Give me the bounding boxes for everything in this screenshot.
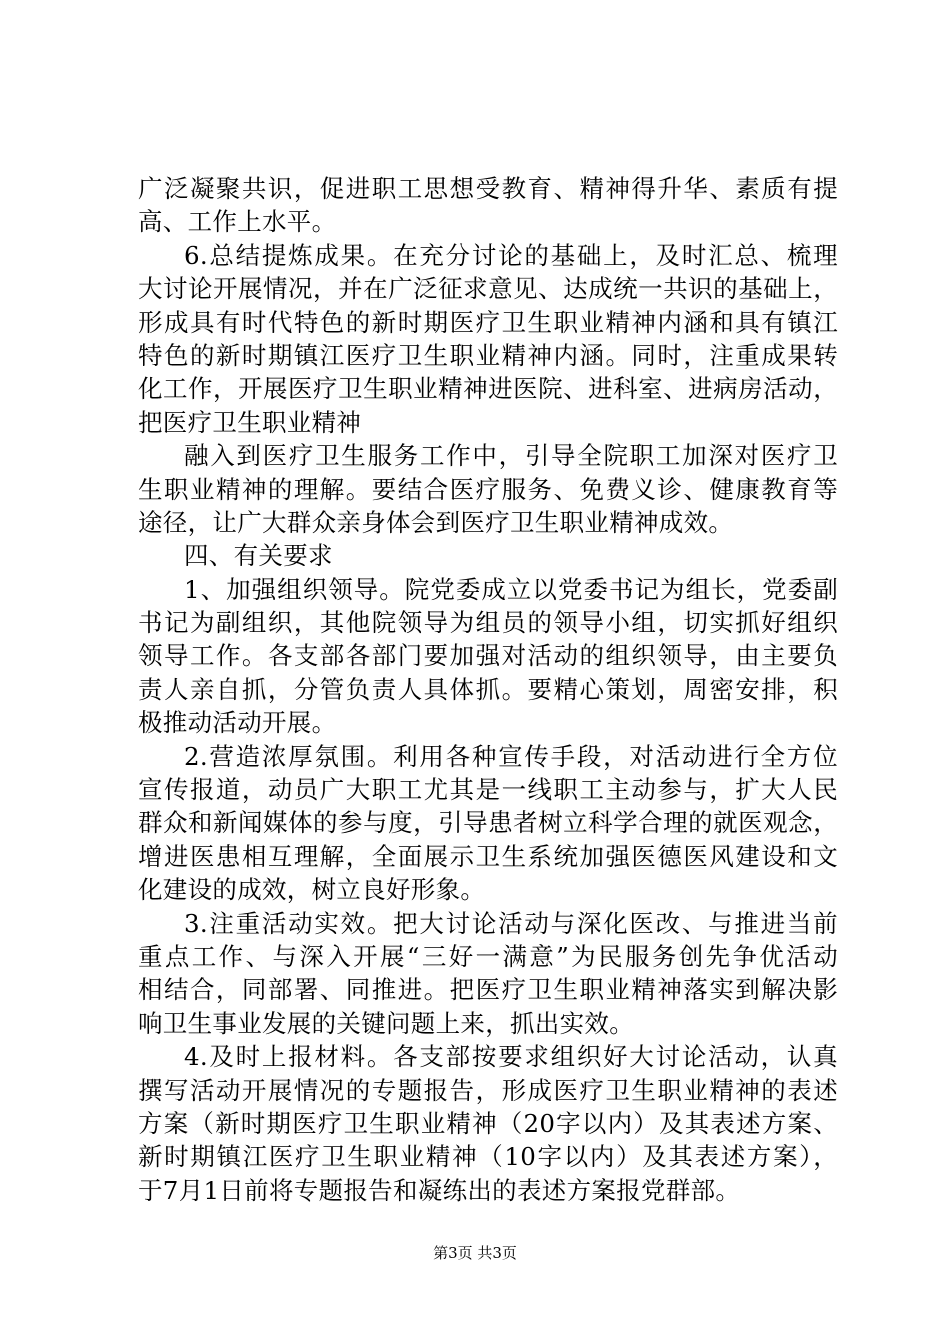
text-line: 3.注重活动实效。把大讨论活动与深化医改、与推进当前 <box>184 908 838 938</box>
text-line: 2.营造浓厚氛围。利用各种宣传手段，对活动进行全方位 <box>184 741 838 771</box>
text-line: 群众和新闻媒体的参与度，引导患者树立科学合理的就医观念， <box>138 808 838 838</box>
text-line: 响卫生事业发展的关键问题上来，抓出实效。 <box>138 1008 634 1038</box>
page-number: 第3页 共3页 <box>433 1244 517 1262</box>
text-line: 相结合，同部署、同推进。把医疗卫生职业精神落实到解决影 <box>138 975 838 1005</box>
body-text <box>138 172 838 1207</box>
text-line: 途径，让广大群众亲身体会到医疗卫生职业精神成效。 <box>138 507 734 537</box>
text-line: 6.总结提炼成果。在充分讨论的基础上，及时汇总、梳理 <box>184 240 838 270</box>
text-line: 新时期镇江医疗卫生职业精神（10字以内）及其表述方案）， <box>138 1142 838 1172</box>
text-line: 极推动活动开展。 <box>138 708 337 738</box>
text-line: 重点工作、与深入开展“三好一满意”为民服务创先争优活动 <box>138 941 838 971</box>
text-line: 高、工作上水平。 <box>138 207 337 237</box>
text-line: 宣传报道，动员广大职工尤其是一线职工主动参与，扩大人民 <box>138 775 838 805</box>
text-line: 化建设的成效，树立良好形象。 <box>138 875 486 905</box>
text-line: 增进医患相互理解，全面展示卫生系统加强医德医风建设和文 <box>138 841 838 871</box>
text-line: 撰写活动开展情况的专题报告，形成医疗卫生职业精神的表述 <box>138 1075 838 1105</box>
text-line: 方案（新时期医疗卫生职业精神（20字以内）及其表述方案、 <box>138 1108 838 1138</box>
page-footer <box>0 1243 950 1263</box>
text-line: 责人亲自抓，分管负责人具体抓。要精心策划，周密安排，积 <box>138 674 838 704</box>
text-line: 广泛凝聚共识，促进职工思想受教育、精神得升华、素质有提 <box>138 174 838 203</box>
text-line: 书记为副组织，其他院领导为组员的领导小组，切实抓好组织 <box>138 608 838 638</box>
text-line: 化工作，开展医疗卫生职业精神进医院、进科室、进病房活动， <box>138 374 838 404</box>
text-line: 领导工作。各支部各部门要加强对活动的组织领导，由主要负 <box>138 641 838 671</box>
text-line: 4.及时上报材料。各支部按要求组织好大讨论活动，认真 <box>184 1042 838 1072</box>
text-line: 生职业精神的理解。要结合医疗服务、免费义诊、健康教育等 <box>138 474 838 504</box>
text-line: 1、加强组织领导。院党委成立以党委书记为组长，党委副 <box>184 574 838 604</box>
text-line: 于7月1日前将专题报告和凝练出的表述方案报党群部。 <box>138 1175 741 1205</box>
section-heading: 四、有关要求 <box>184 541 333 571</box>
text-line: 把医疗卫生职业精神 <box>138 407 362 437</box>
text-line: 形成具有时代特色的新时期医疗卫生职业精神内涵和具有镇江 <box>138 307 838 337</box>
text-line: 特色的新时期镇江医疗卫生职业精神内涵。同时，注重成果转 <box>138 340 838 370</box>
text-line: 融入到医疗卫生服务工作中，引导全院职工加深对医疗卫 <box>184 441 838 471</box>
text-line: 大讨论开展情况，并在广泛征求意见、达成统一共识的基础上， <box>138 274 838 304</box>
